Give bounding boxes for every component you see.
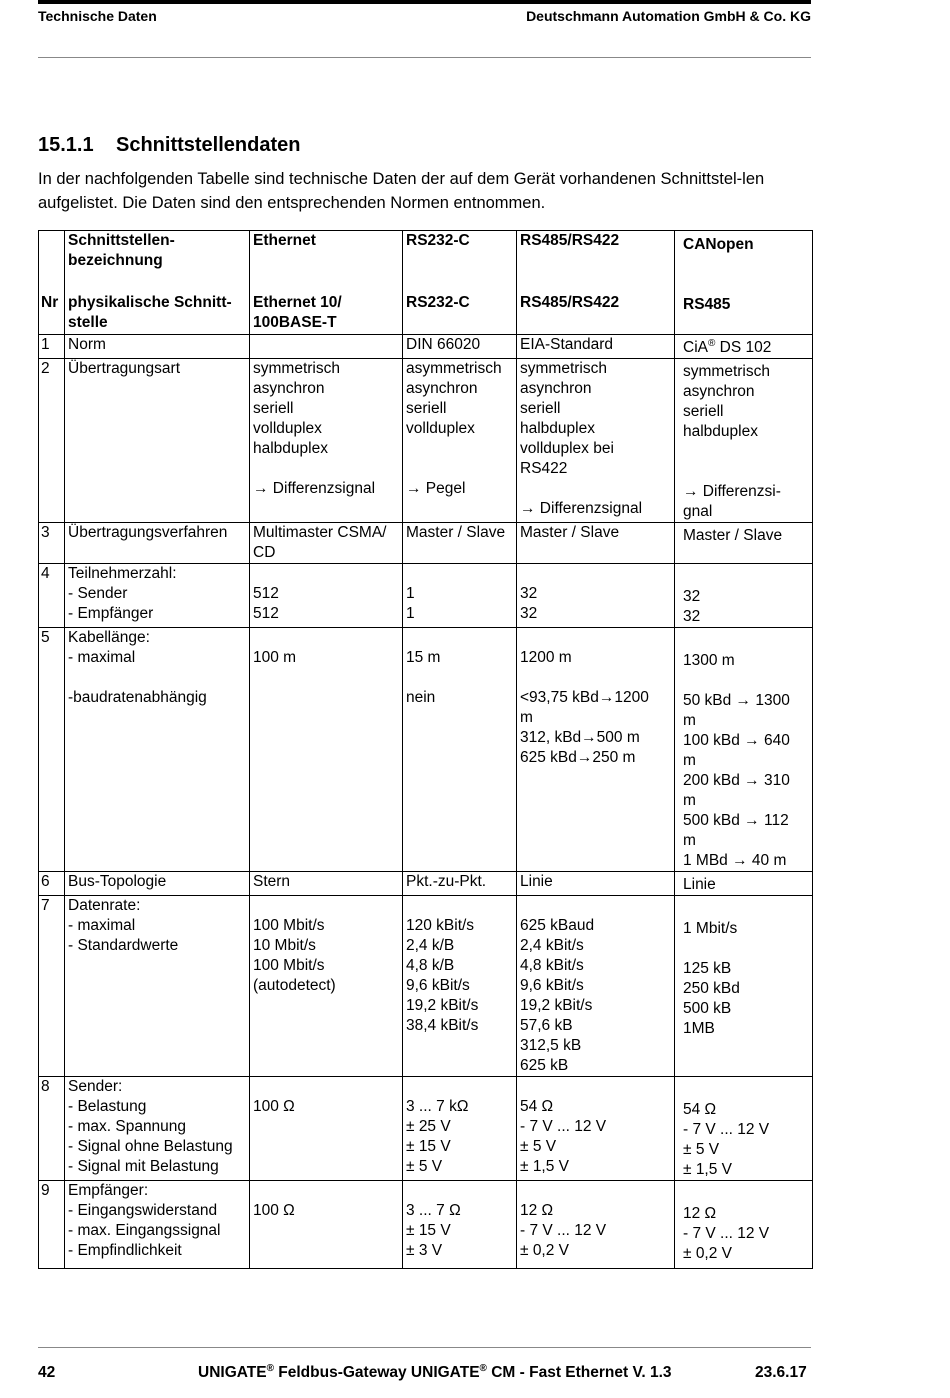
row-label: Übertragungsart [65,358,250,522]
cell-canopen: Master / Slave [675,522,813,563]
cell-rs485: EIA-Standard [517,334,675,358]
cell-ethernet: 100 Ω [250,1076,403,1180]
registered-mark: ® [266,1362,274,1374]
table-header-row [39,271,813,334]
table-row [39,871,813,895]
top-rule [38,0,811,4]
row-nr: 4 [39,563,65,627]
registered-mark: ® [707,337,716,349]
cell-rs485: 54 Ω - 7 V ... 12 V ± 5 V ± 1,5 V [517,1076,675,1180]
table-row [39,895,813,1076]
cell-canopen: 54 Ω - 7 V ... 12 V ± 5 V ± 1,5 V [675,1076,813,1180]
doc-title-b: Feldbus-Gateway UNIGATE [273,1364,480,1381]
cell-canopen: 32 32 [675,563,813,627]
cell-canopen: 12 Ω - 7 V ... 12 V ± 0,2 V [675,1180,813,1268]
row-label: Empfänger: - Eingangswiderstand - max. Eingangssignal - Empfindlichkeit [65,1180,250,1268]
header-rs485: RS485/RS422 [517,271,675,334]
cell-rs485: 32 32 [517,563,675,627]
cell-rs232: Pkt.-zu-Pkt. [403,871,517,895]
doc-title-a: UNIGATE [198,1364,267,1381]
table-row [39,1076,813,1180]
row-nr: 7 [39,895,65,1076]
cell-ethernet: Multimaster CSMA/ CD [250,522,403,563]
header-chapter: Technische Daten [38,8,157,24]
table-row [39,563,813,627]
header-canopen: CANopen [675,231,813,272]
cell-ethernet: 100 Mbit/s 10 Mbit/s 100 Mbit/s (autodetect) [250,895,403,1076]
table-header-row [39,231,813,272]
header-company: Deutschmann Automation GmbH & Co. KG [526,8,811,24]
section-number: 15.1.1 [38,134,94,156]
cell-rs485: 12 Ω - 7 V ... 12 V ± 0,2 V [517,1180,675,1268]
cell-rs232: 3 ... 7 kΩ ± 25 V ± 15 V ± 5 V [403,1076,517,1180]
cell-ethernet [250,334,403,358]
cell-canopen: 1 Mbit/s 125 kB 250 kBd 500 kB 1MB [675,895,813,1076]
row-nr: 1 [39,334,65,358]
cell-canopen: 1300 m 50 kBd → 1300 m 100 kBd → 640 m 200 kBd → 310 m 500 kBd → 112 m 1 MBd → 40 m [675,627,813,871]
cell-rs232: Master / Slave [403,522,517,563]
cell-rs232: 15 m nein [403,627,517,871]
row-label: Bus-Topologie [65,871,250,895]
cell-ethernet: symmetrisch asynchron seriell vollduplex halbduplex → Differenzsignal [250,358,403,522]
cell-rs232: 120 kBit/s 2,4 k/B 4,8 k/B 9,6 kBit/s 19,2 kBit/s 38,4 kBit/s [403,895,517,1076]
cell-ethernet: 100 m [250,627,403,871]
header-nr [39,231,65,272]
cell-canopen: symmetrisch asynchron seriell halbduplex → Differenzsi- gnal [675,358,813,522]
document-title [198,1364,672,1382]
cell-rs232: 1 1 [403,563,517,627]
header-label: Schnittstellen- bezeichnung [65,231,250,272]
footer-divider [38,1347,811,1348]
row-nr: 8 [39,1076,65,1180]
intro-paragraph: In der nachfolgenden Tabelle sind technische Daten der auf dem Gerät vorhandenen Schnittstel-len aufgelistet. Die Daten sind den entsprechenden Normen entnommen. [38,170,765,212]
row-label: Teilnehmerzahl: - Sender - Empfänger [65,563,250,627]
table-row [39,522,813,563]
header-rs232: RS232-C [403,271,517,334]
table-row [39,627,813,871]
document-date: 23.6.17 [755,1364,807,1381]
registered-mark: ® [479,1362,487,1374]
cell-canopen: Linie [675,871,813,895]
cell-rs485: symmetrisch asynchron seriell halbduplex vollduplex bei RS422 → Differenzsignal [517,358,675,522]
cell-canopen-post: DS 102 [715,338,772,356]
row-label: Kabellänge: - maximal -baudratenabhängig [65,627,250,871]
page-number: 42 [38,1364,56,1381]
interface-data-table [38,230,813,1269]
cell-ethernet: Stern [250,871,403,895]
cell-ethernet: 512 512 [250,563,403,627]
cell-rs232: DIN 66020 [403,334,517,358]
row-nr: 6 [39,871,65,895]
row-label: Norm [65,334,250,358]
header-label: physikalische Schnitt- stelle [65,271,250,334]
header-divider [38,57,811,58]
cell-rs485: Linie [517,871,675,895]
cell-rs485: 1200 m <93,75 kBd→1200 m 312, kBd→500 m 625 kBd→250 m [517,627,675,871]
cell-rs485: Master / Slave [517,522,675,563]
section-title [38,134,300,157]
cell-rs485: 625 kBaud 2,4 kBit/s 4,8 kBit/s 9,6 kBit/s 19,2 kBit/s 57,6 kB 312,5 kB 625 kB [517,895,675,1076]
row-nr: 9 [39,1180,65,1268]
header-rs485: RS485/RS422 [517,231,675,272]
row-label: Übertragungsverfahren [65,522,250,563]
row-nr: 2 [39,358,65,522]
cell-rs232: 3 ... 7 Ω ± 15 V ± 3 V [403,1180,517,1268]
header-ethernet: Ethernet [250,231,403,272]
table-row [39,334,813,358]
header-nr: Nr [39,271,65,334]
doc-title-c: CM - Fast Ethernet V. 1.3 [486,1364,672,1381]
cell-ethernet: 100 Ω [250,1180,403,1268]
header-ethernet: Ethernet 10/ 100BASE-T [250,271,403,334]
table-row [39,1180,813,1268]
row-nr: 3 [39,522,65,563]
header-rs232: RS232-C [403,231,517,272]
section-title-text: Schnittstellendaten [116,134,301,156]
header-canopen: RS485 [675,271,813,334]
row-label: Datenrate: - maximal - Standardwerte [65,895,250,1076]
table-row [39,358,813,522]
cell-rs232: asymmetrisch asynchron seriell vollduplex → Pegel [403,358,517,522]
row-nr: 5 [39,627,65,871]
cell-canopen [675,334,813,358]
row-label: Sender: - Belastung - max. Spannung - Signal ohne Belastung - Signal mit Belastung [65,1076,250,1180]
cell-canopen-pre: CiA [683,338,708,356]
